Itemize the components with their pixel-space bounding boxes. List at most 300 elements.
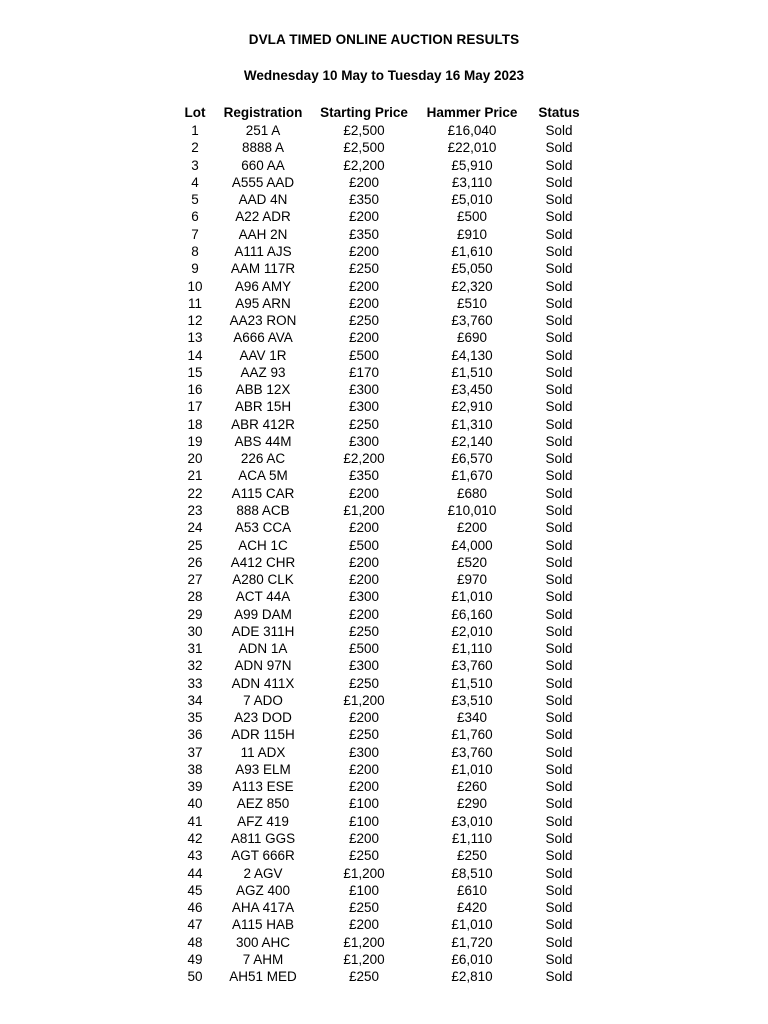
- table-row: [179, 122, 587, 139]
- lot-cell: 18: [187, 416, 203, 432]
- starting-price-cell: £250: [348, 900, 380, 916]
- lot-cell: 44: [187, 865, 203, 881]
- registration-cell: ABB 12X: [235, 382, 291, 398]
- hammer-price-cell: £5,010: [451, 192, 493, 208]
- starting-price-cell: £1,200: [343, 865, 385, 881]
- registration-cell: 226 AC: [240, 451, 286, 467]
- registration-cell: A280 CLK: [232, 572, 294, 588]
- registration-cell: ACA 5M: [238, 468, 288, 484]
- lot-cell: 10: [187, 278, 203, 294]
- hammer-price-cell: £510: [456, 295, 488, 311]
- status-cell: Sold: [545, 485, 573, 501]
- table-row: [179, 554, 587, 571]
- hammer-price-cell: £1,760: [451, 727, 493, 743]
- status-cell: Sold: [545, 882, 573, 898]
- registration-cell: ABR 15H: [234, 399, 292, 415]
- starting-price-cell: £170: [348, 364, 380, 380]
- status-cell: Sold: [545, 433, 573, 449]
- status-cell: Sold: [545, 865, 573, 881]
- registration-cell: AAZ 93: [240, 364, 286, 380]
- lot-cell: 49: [187, 951, 203, 967]
- lot-cell: 39: [187, 779, 203, 795]
- table-row: [179, 329, 587, 346]
- registration-cell: AGT 666R: [231, 848, 295, 864]
- registration-cell: A53 CCA: [234, 520, 292, 536]
- hammer-price-cell: £260: [456, 779, 488, 795]
- registration-cell: AAD 4N: [238, 192, 288, 208]
- starting-price-cell: £100: [348, 796, 380, 812]
- table-row: [179, 605, 587, 622]
- registration-cell: A666 AVA: [233, 330, 293, 346]
- status-cell: Sold: [545, 451, 573, 467]
- status-cell: Sold: [545, 243, 573, 259]
- lot-cell: 3: [191, 157, 199, 173]
- table-row: [179, 657, 587, 674]
- table-row: [179, 726, 587, 743]
- table-row: [179, 933, 587, 950]
- starting-price-cell: £200: [348, 174, 380, 190]
- table-row: [179, 623, 587, 640]
- table-row: [179, 450, 587, 467]
- registration-cell: ACT 44A: [235, 589, 291, 605]
- status-cell: Sold: [545, 796, 573, 812]
- status-cell: Sold: [545, 174, 573, 190]
- lot-cell: 6: [191, 209, 199, 225]
- lot-cell: 29: [187, 606, 203, 622]
- header-registration: Registration: [223, 105, 303, 120]
- starting-price-cell: £200: [348, 761, 380, 777]
- lot-cell: 42: [187, 831, 203, 847]
- registration-cell: A23 DOD: [234, 710, 292, 726]
- lot-cell: 22: [187, 485, 203, 501]
- starting-price-cell: £200: [348, 710, 380, 726]
- registration-cell: AFZ 419: [237, 813, 289, 829]
- status-cell: Sold: [545, 157, 573, 173]
- starting-price-cell: £200: [348, 278, 380, 294]
- header-row: [179, 104, 587, 122]
- status-cell: Sold: [545, 192, 573, 208]
- table-row: [179, 761, 587, 778]
- status-cell: Sold: [545, 226, 573, 242]
- status-cell: Sold: [545, 727, 573, 743]
- registration-cell: A99 DAM: [234, 606, 292, 622]
- hammer-price-cell: £1,110: [451, 831, 493, 847]
- starting-price-cell: £250: [348, 416, 380, 432]
- table-row: [179, 485, 587, 502]
- status-cell: Sold: [545, 364, 573, 380]
- status-cell: Sold: [545, 710, 573, 726]
- status-cell: Sold: [545, 934, 573, 950]
- table-row: [179, 830, 587, 847]
- status-cell: Sold: [545, 606, 573, 622]
- lot-cell: 24: [187, 520, 203, 536]
- starting-price-cell: £200: [348, 295, 380, 311]
- table-row: [179, 502, 587, 519]
- lot-cell: 30: [187, 623, 203, 639]
- starting-price-cell: £2,500: [343, 123, 385, 139]
- table-row: [179, 916, 587, 933]
- hammer-price-cell: £970: [456, 572, 488, 588]
- table-row: [179, 778, 587, 795]
- table-row: [179, 640, 587, 657]
- registration-cell: AAV 1R: [239, 347, 287, 363]
- table-row: [179, 208, 587, 225]
- table-row: [179, 467, 587, 484]
- registration-cell: 8888 A: [241, 140, 285, 156]
- registration-cell: 660 AA: [241, 157, 285, 173]
- lot-cell: 1: [191, 123, 199, 139]
- lot-cell: 43: [187, 848, 203, 864]
- lot-cell: 17: [187, 399, 203, 415]
- starting-price-cell: £350: [348, 192, 380, 208]
- hammer-price-cell: £3,760: [451, 658, 493, 674]
- starting-price-cell: £500: [348, 347, 380, 363]
- registration-cell: AH51 MED: [229, 969, 297, 985]
- starting-price-cell: £200: [348, 243, 380, 259]
- table-row: [179, 381, 587, 398]
- lot-cell: 50: [187, 969, 203, 985]
- starting-price-cell: £2,200: [343, 451, 385, 467]
- lot-cell: 40: [187, 796, 203, 812]
- registration-cell: AGZ 400: [235, 882, 291, 898]
- table-row: [179, 899, 587, 916]
- hammer-price-cell: £1,310: [451, 416, 493, 432]
- status-cell: Sold: [545, 848, 573, 864]
- status-cell: Sold: [545, 209, 573, 225]
- starting-price-cell: £300: [348, 399, 380, 415]
- lot-cell: 9: [191, 261, 199, 277]
- hammer-price-cell: £1,670: [451, 468, 493, 484]
- lot-cell: 21: [187, 468, 203, 484]
- hammer-price-cell: £500: [456, 209, 488, 225]
- lot-cell: 12: [187, 313, 203, 329]
- status-cell: Sold: [545, 140, 573, 156]
- starting-price-cell: £300: [348, 382, 380, 398]
- table-row: [179, 174, 587, 191]
- starting-price-cell: £100: [348, 813, 380, 829]
- starting-price-cell: £250: [348, 313, 380, 329]
- registration-cell: ADN 97N: [234, 658, 292, 674]
- status-cell: Sold: [545, 572, 573, 588]
- registration-cell: 251 A: [245, 123, 281, 139]
- lot-cell: 45: [187, 882, 203, 898]
- hammer-price-cell: £690: [456, 330, 488, 346]
- table-row: [179, 744, 587, 761]
- starting-price-cell: £200: [348, 330, 380, 346]
- table-row: [179, 157, 587, 174]
- registration-cell: A22 ADR: [235, 209, 291, 225]
- header-hammer-price: Hammer Price: [426, 105, 518, 120]
- status-cell: Sold: [545, 261, 573, 277]
- lot-cell: 35: [187, 710, 203, 726]
- registration-cell: A115 CAR: [231, 485, 295, 501]
- lot-cell: 38: [187, 761, 203, 777]
- table-row: [179, 346, 587, 363]
- status-cell: Sold: [545, 831, 573, 847]
- table-row: [179, 277, 587, 294]
- table-row: [179, 226, 587, 243]
- starting-price-cell: £200: [348, 572, 380, 588]
- starting-price-cell: £300: [348, 433, 380, 449]
- hammer-price-cell: £200: [456, 520, 488, 536]
- results-table: [179, 104, 587, 985]
- lot-cell: 47: [187, 917, 203, 933]
- lot-cell: 2: [191, 140, 199, 156]
- status-cell: Sold: [545, 900, 573, 916]
- lot-cell: 27: [187, 572, 203, 588]
- hammer-price-cell: £2,320: [451, 278, 493, 294]
- registration-cell: ACH 1C: [238, 537, 288, 553]
- status-cell: Sold: [545, 917, 573, 933]
- lot-cell: 25: [187, 537, 203, 553]
- lot-cell: 14: [187, 347, 203, 363]
- registration-cell: ABS 44M: [234, 433, 292, 449]
- starting-price-cell: £200: [348, 554, 380, 570]
- header-lot: Lot: [184, 105, 206, 120]
- hammer-price-cell: £3,450: [451, 382, 493, 398]
- hammer-price-cell: £6,010: [451, 951, 493, 967]
- table-row: [179, 847, 587, 864]
- results-table-body: [179, 122, 587, 985]
- status-cell: Sold: [545, 399, 573, 415]
- table-row: [179, 312, 587, 329]
- status-cell: Sold: [545, 382, 573, 398]
- table-row: [179, 295, 587, 312]
- starting-price-cell: £200: [348, 606, 380, 622]
- registration-cell: A93 ELM: [235, 761, 291, 777]
- hammer-price-cell: £2,140: [451, 433, 493, 449]
- status-cell: Sold: [545, 502, 573, 518]
- lot-cell: 13: [187, 330, 203, 346]
- lot-cell: 33: [187, 675, 203, 691]
- starting-price-cell: £1,200: [343, 502, 385, 518]
- starting-price-cell: £300: [348, 658, 380, 674]
- starting-price-cell: £1,200: [343, 692, 385, 708]
- starting-price-cell: £200: [348, 779, 380, 795]
- registration-cell: A95 ARN: [235, 295, 291, 311]
- starting-price-cell: £200: [348, 917, 380, 933]
- registration-cell: AAH 2N: [238, 226, 288, 242]
- registration-cell: 888 ACB: [236, 502, 290, 518]
- hammer-price-cell: £340: [456, 710, 488, 726]
- hammer-price-cell: £6,160: [451, 606, 493, 622]
- starting-price-cell: £250: [348, 727, 380, 743]
- registration-cell: 11 ADX: [240, 744, 286, 760]
- starting-price-cell: £300: [348, 589, 380, 605]
- starting-price-cell: £350: [348, 468, 380, 484]
- status-cell: Sold: [545, 675, 573, 691]
- hammer-price-cell: £16,040: [447, 123, 497, 139]
- status-cell: Sold: [545, 658, 573, 674]
- starting-price-cell: £2,500: [343, 140, 385, 156]
- lot-cell: 7: [191, 226, 199, 242]
- hammer-price-cell: £520: [456, 554, 488, 570]
- hammer-price-cell: £6,570: [451, 451, 493, 467]
- hammer-price-cell: £420: [456, 900, 488, 916]
- hammer-price-cell: £3,010: [451, 813, 493, 829]
- hammer-price-cell: £4,130: [451, 347, 493, 363]
- table-row: [179, 243, 587, 260]
- lot-cell: 48: [187, 934, 203, 950]
- starting-price-cell: £200: [348, 209, 380, 225]
- table-row: [179, 433, 587, 450]
- lot-cell: 34: [187, 692, 203, 708]
- lot-cell: 36: [187, 727, 203, 743]
- hammer-price-cell: £1,010: [451, 761, 493, 777]
- registration-cell: ADN 1A: [238, 641, 288, 657]
- lot-cell: 28: [187, 589, 203, 605]
- status-cell: Sold: [545, 813, 573, 829]
- starting-price-cell: £250: [348, 848, 380, 864]
- table-row: [179, 416, 587, 433]
- hammer-price-cell: £3,110: [451, 174, 493, 190]
- registration-cell: A113 ESE: [232, 779, 294, 795]
- table-row: [179, 519, 587, 536]
- status-cell: Sold: [545, 520, 573, 536]
- table-row: [179, 398, 587, 415]
- registration-cell: 2 AGV: [243, 865, 283, 881]
- status-cell: Sold: [545, 744, 573, 760]
- registration-cell: 7 AHM: [242, 951, 284, 967]
- table-row: [179, 571, 587, 588]
- table-row: [179, 675, 587, 692]
- registration-cell: ADE 311H: [231, 623, 295, 639]
- status-cell: Sold: [545, 347, 573, 363]
- starting-price-cell: £350: [348, 226, 380, 242]
- registration-cell: AHA 417A: [231, 900, 295, 916]
- hammer-price-cell: £10,010: [447, 502, 497, 518]
- lot-cell: 15: [187, 364, 203, 380]
- starting-price-cell: £250: [348, 623, 380, 639]
- hammer-price-cell: £1,010: [451, 917, 493, 933]
- status-cell: Sold: [545, 313, 573, 329]
- lot-cell: 41: [187, 813, 203, 829]
- hammer-price-cell: £5,050: [451, 261, 493, 277]
- hammer-price-cell: £680: [456, 485, 488, 501]
- table-row: [179, 968, 587, 985]
- starting-price-cell: £250: [348, 261, 380, 277]
- results-table-header: [179, 104, 587, 122]
- hammer-price-cell: £1,010: [451, 589, 493, 605]
- hammer-price-cell: £1,510: [451, 364, 493, 380]
- starting-price-cell: £1,200: [343, 951, 385, 967]
- lot-cell: 19: [187, 433, 203, 449]
- status-cell: Sold: [545, 969, 573, 985]
- document-subtitle: Wednesday 10 May to Tuesday 16 May 2023: [243, 68, 525, 83]
- table-row: [179, 709, 587, 726]
- lot-cell: 31: [187, 641, 203, 657]
- status-cell: Sold: [545, 641, 573, 657]
- status-cell: Sold: [545, 295, 573, 311]
- table-row: [179, 191, 587, 208]
- hammer-price-cell: £1,610: [451, 243, 493, 259]
- registration-cell: AEZ 850: [236, 796, 290, 812]
- status-cell: Sold: [545, 468, 573, 484]
- hammer-price-cell: £3,510: [451, 692, 493, 708]
- starting-price-cell: £200: [348, 520, 380, 536]
- table-row: [179, 588, 587, 605]
- starting-price-cell: £250: [348, 969, 380, 985]
- starting-price-cell: £500: [348, 537, 380, 553]
- hammer-price-cell: £610: [456, 882, 488, 898]
- lot-cell: 32: [187, 658, 203, 674]
- hammer-price-cell: £22,010: [447, 140, 497, 156]
- table-row: [179, 882, 587, 899]
- registration-cell: 300 AHC: [235, 934, 291, 950]
- registration-cell: A115 HAB: [231, 917, 295, 933]
- table-row: [179, 692, 587, 709]
- table-row: [179, 139, 587, 156]
- document-title: DVLA TIMED ONLINE AUCTION RESULTS: [248, 32, 520, 47]
- registration-cell: AAM 117R: [230, 261, 296, 277]
- hammer-price-cell: £3,760: [451, 744, 493, 760]
- hammer-price-cell: £290: [456, 796, 488, 812]
- status-cell: Sold: [545, 416, 573, 432]
- status-cell: Sold: [545, 278, 573, 294]
- lot-cell: 20: [187, 451, 203, 467]
- lot-cell: 46: [187, 900, 203, 916]
- hammer-price-cell: £8,510: [451, 865, 493, 881]
- lot-cell: 8: [191, 243, 199, 259]
- registration-cell: AA23 RON: [229, 313, 297, 329]
- status-cell: Sold: [545, 537, 573, 553]
- hammer-price-cell: £1,510: [451, 675, 493, 691]
- lot-cell: 37: [187, 744, 203, 760]
- table-row: [179, 260, 587, 277]
- table-row: [179, 795, 587, 812]
- table-row: [179, 364, 587, 381]
- header-starting-price: Starting Price: [320, 105, 408, 120]
- status-cell: Sold: [545, 623, 573, 639]
- status-cell: Sold: [545, 554, 573, 570]
- starting-price-cell: £1,200: [343, 934, 385, 950]
- hammer-price-cell: £2,810: [451, 969, 493, 985]
- status-cell: Sold: [545, 589, 573, 605]
- starting-price-cell: £200: [348, 485, 380, 501]
- starting-price-cell: £300: [348, 744, 380, 760]
- lot-cell: 4: [191, 174, 199, 190]
- lot-cell: 16: [187, 382, 203, 398]
- hammer-price-cell: £1,110: [451, 641, 493, 657]
- registration-cell: A96 AMY: [234, 278, 292, 294]
- hammer-price-cell: £2,910: [451, 399, 493, 415]
- status-cell: Sold: [545, 330, 573, 346]
- hammer-price-cell: £250: [456, 848, 488, 864]
- lot-cell: 5: [191, 192, 199, 208]
- registration-cell: ADN 411X: [231, 675, 295, 691]
- starting-price-cell: £500: [348, 641, 380, 657]
- status-cell: Sold: [545, 692, 573, 708]
- registration-cell: A811 GGS: [230, 831, 296, 847]
- starting-price-cell: £100: [348, 882, 380, 898]
- table-row: [179, 951, 587, 968]
- hammer-price-cell: £4,000: [451, 537, 493, 553]
- table-row: [179, 864, 587, 881]
- hammer-price-cell: £2,010: [451, 623, 493, 639]
- status-cell: Sold: [545, 951, 573, 967]
- starting-price-cell: £2,200: [343, 157, 385, 173]
- status-cell: Sold: [545, 779, 573, 795]
- registration-cell: A555 AAD: [231, 174, 295, 190]
- hammer-price-cell: £5,910: [451, 157, 493, 173]
- registration-cell: 7 ADO: [243, 692, 283, 708]
- header-status: Status: [538, 105, 580, 120]
- lot-cell: 26: [187, 554, 203, 570]
- hammer-price-cell: £3,760: [451, 313, 493, 329]
- table-row: [179, 813, 587, 830]
- lot-cell: 11: [187, 295, 202, 311]
- registration-cell: A412 CHR: [230, 554, 296, 570]
